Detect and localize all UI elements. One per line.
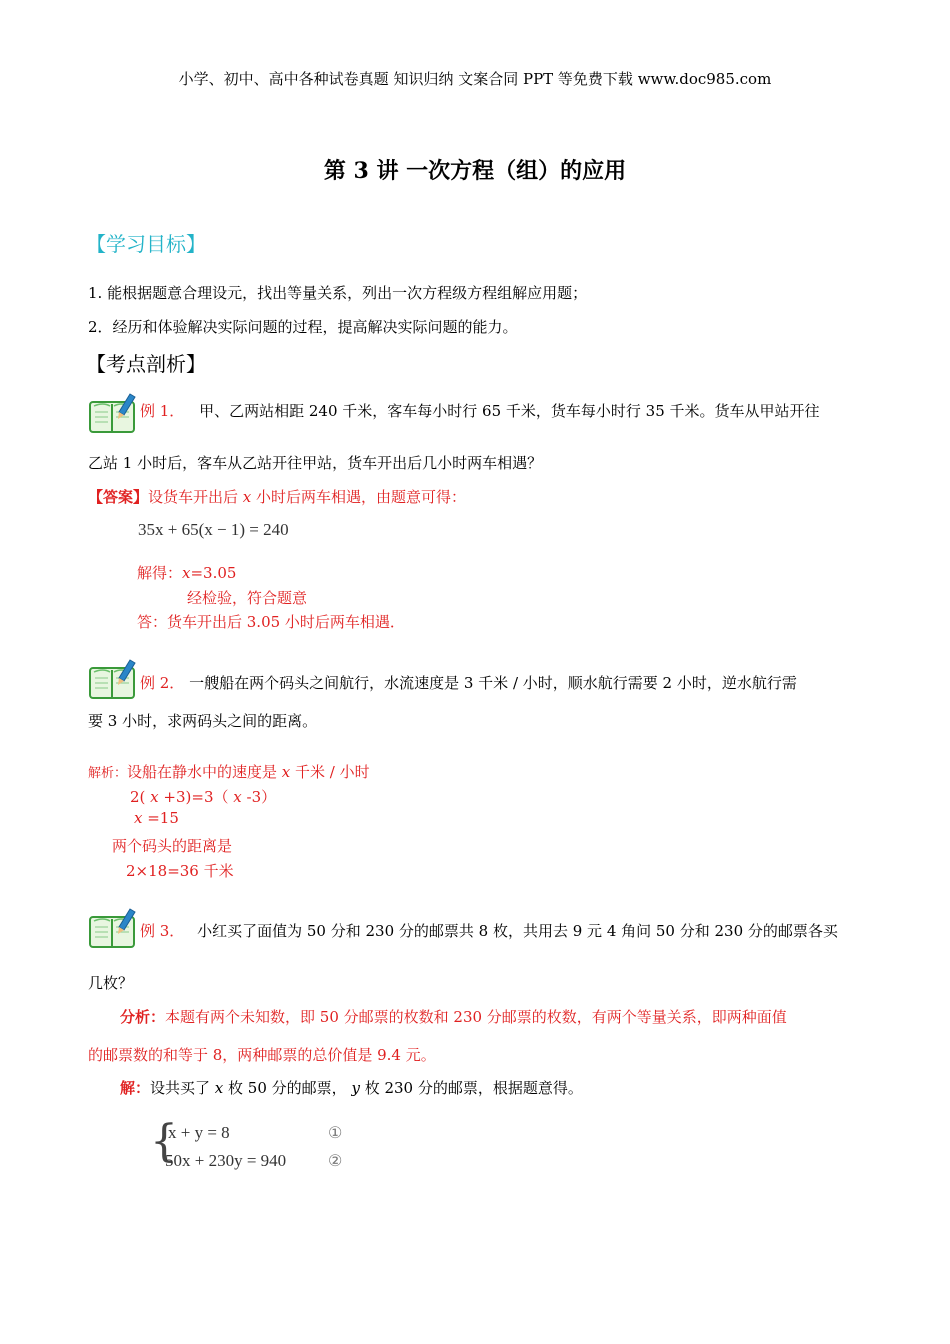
lesson-title: 第 3 讲 一次方程（组）的应用 xyxy=(323,158,627,184)
solution-tag: 解： xyxy=(120,1079,151,1097)
solve-var: x xyxy=(182,564,191,582)
answer-text-a: 设货车开出后 xyxy=(148,488,243,506)
answer-var: x xyxy=(242,488,252,506)
goals-heading: 【学习目标】 xyxy=(86,232,206,256)
system-equation-2: 50x + 230y = 940 xyxy=(165,1151,287,1170)
example-2-equation xyxy=(130,786,276,807)
solve-value: =3.05 xyxy=(190,564,237,582)
example-3-analysis-line2: 的邮票数的和等于 8，两种邮票的总价值是 9.4 元。 xyxy=(88,1046,436,1064)
example-2-label: 例 2． xyxy=(140,674,185,692)
answer-text-b: 小时后两车相遇，由题意可得： xyxy=(251,488,467,506)
example-1-question xyxy=(140,400,820,421)
page-header: 小学、初中、高中各种试卷真题 知识归纳 文案合同 PPT 等免费下载 www.doc985.com xyxy=(178,70,772,88)
example-3-question xyxy=(140,920,838,941)
analysis-text-1: 本题有两个未知数，即 50 分邮票的枚数和 230 分邮票的枚数，有两个等量关系，即两种面值 xyxy=(165,1008,787,1026)
eq-part-a: 2( xyxy=(130,788,151,806)
example-1-text-line2: 乙站 1 小时后，客车从乙站开往甲站，货车开出后几小时两车相遇？ xyxy=(88,454,543,472)
example-2-text-line1: 一艘船在两个码头之间航行，水流速度是 3 千米 / 小时，顺水航行需要 2 小时，逆水航行需 xyxy=(189,674,797,692)
solution-text-b: 枚 50 分的邮票， xyxy=(223,1079,352,1097)
analysis-heading: 【考点剖析】 xyxy=(86,352,206,376)
book-pencil-icon xyxy=(86,658,138,702)
example-1-answer xyxy=(88,486,466,507)
example-3-analysis-line1 xyxy=(120,1006,787,1027)
example-1-final-answer: 答：货车开出后 3.05 小时后两车相遇． xyxy=(137,613,405,631)
result-value: =15 xyxy=(142,809,179,827)
example-2-result xyxy=(134,809,179,827)
answer-tag: 【答案】 xyxy=(88,488,149,506)
eq-var-2: x xyxy=(233,788,242,806)
analysis-tag: 解析： xyxy=(88,766,128,781)
example-2-text-line2: 要 3 小时，求两码头之间的距离。 xyxy=(88,712,318,730)
setup-var: x xyxy=(281,763,291,781)
eq-part-b: +3)=3（ xyxy=(158,788,234,806)
example-1-solve xyxy=(137,562,236,583)
example-1-equation: 35x + 65(x − 1) = 240 xyxy=(138,520,289,539)
equation-marker-2: ② xyxy=(328,1151,343,1170)
setup-text-b: 千米 / 小时 xyxy=(290,763,370,781)
example-3-solution xyxy=(120,1077,583,1098)
example-2-distance-calc: 2×18=36 千米 xyxy=(126,862,234,880)
solution-text-c: 枚 230 分的邮票，根据题意得。 xyxy=(359,1079,583,1097)
eq-part-c: -3） xyxy=(241,788,277,806)
solution-var-x: x xyxy=(214,1079,224,1097)
book-pencil-icon xyxy=(86,392,138,436)
example-3-text-line2: 几枚？ xyxy=(88,974,134,992)
example-1-check: 经检验，符合题意 xyxy=(187,589,308,607)
example-3-label: 例 3． xyxy=(140,922,185,940)
system-brace: { xyxy=(150,1116,178,1167)
solve-label: 解得： xyxy=(137,564,183,582)
equation-marker-1: ① xyxy=(328,1123,343,1142)
goal-item-1: 1. 能根据题意合理设元，找出等量关系，列出一次方程级方程组解应用题； xyxy=(88,284,588,302)
solution-var-y: y xyxy=(351,1079,360,1097)
example-2-setup xyxy=(88,761,370,782)
book-pencil-icon xyxy=(86,907,138,951)
result-var: x xyxy=(134,809,143,827)
example-2-question xyxy=(140,672,797,693)
solution-text-a: 设共买了 xyxy=(150,1079,215,1097)
example-2-distance-label: 两个码头的距离是 xyxy=(112,837,233,855)
eq-var-1: x xyxy=(150,788,159,806)
example-3-text-line1: 小红买了面值为 50 分和 230 分的邮票共 8 枚，共用去 9 元 4 角问 50 分和 230 分的邮票各买 xyxy=(197,922,838,940)
analysis-tag: 分析： xyxy=(120,1008,166,1026)
system-equation-1: x + y = 8 xyxy=(168,1123,230,1142)
setup-text-a: 设船在静水中的速度是 xyxy=(127,763,282,781)
example-1-text-line1: 甲、乙两站相距 240 千米，客车每小时行 65 千米，货车每小时行 35 千米。货车从甲站开往 xyxy=(199,402,820,420)
example-1-label: 例 1． xyxy=(140,402,185,420)
goal-item-2: 2．经历和体验解决实际问题的过程，提高解决实际问题的能力。 xyxy=(88,318,518,336)
